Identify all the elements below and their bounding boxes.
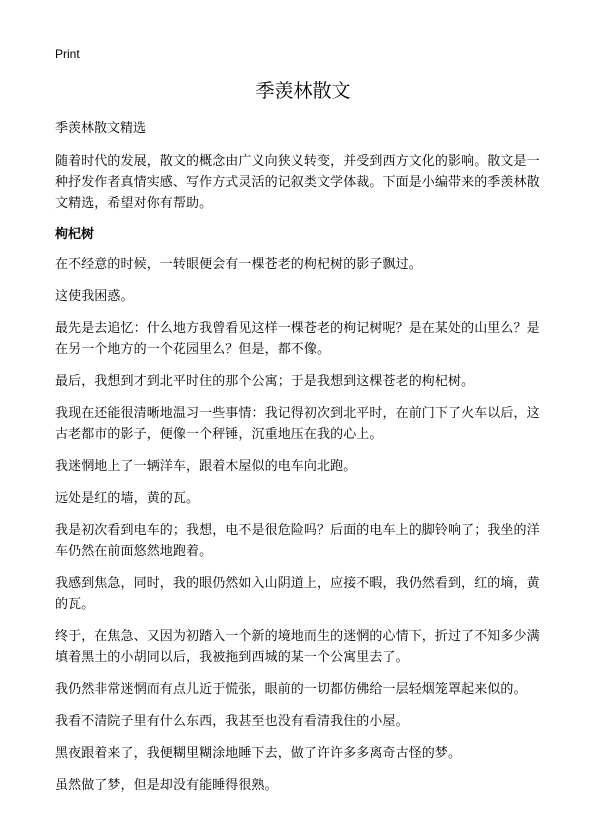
paragraph-1: 在不经意的时候，一转眼便会有一棵苍老的枸杞树的影子飘过。 xyxy=(55,257,422,272)
paragraph-7: 远处是红的墙，黄的瓦。 xyxy=(55,491,200,506)
paragraph-10: 终于，在焦急、又因为初踏入一个新的境地而生的迷惘的心情下，折过了不知多少满填着黑土的小胡同以后，我被拖到西城的某一个公寓里去了。 xyxy=(55,629,540,665)
section-heading: 枸杞树 xyxy=(55,227,95,242)
article-subtitle: 季羡林散文精选 xyxy=(55,121,147,136)
paragraph-13: 黑夜跟着来了，我便糊里糊涂地睡下去，做了许许多多离奇古怪的梦。 xyxy=(55,746,462,761)
paragraph-2: 这使我困惑。 xyxy=(55,289,134,304)
paragraph-3: 最先是去追忆：什么地方我曾看见这样一棵苍老的枸记树呢？是在某处的山里么？是在另一个地方的一个花园里么？但是，都不像。 xyxy=(55,321,540,357)
article-title: 季羡林散文 xyxy=(255,80,351,102)
article-body xyxy=(55,151,551,807)
intro-paragraph: 随着时代的发展，散文的概念由广义向狭义转变，并受到西方文化的影响。散文是一种抒发作者真情实感、写作方式灵活的记叙类文学体裁。下面是小编带来的季羡林散文精选，希望对你有帮助。 xyxy=(55,154,540,211)
paragraph-9: 我感到焦急，同时，我的眼仍然如入山阴道上，应接不暇，我仍然看到，红的墒，黄的瓦。 xyxy=(55,576,540,612)
paragraph-14: 虽然做了梦，但是却没有能睡得很熟。 xyxy=(55,778,278,793)
paragraph-5: 我现在还能很清晰地温习一些事情：我记得初次到北平时，在前门下了火车以后，这古老都市的影子，便像一个秤锤，沉重地压在我的心上。 xyxy=(55,406,540,442)
paragraph-4: 最后，我想到才到北平时住的那个公寓；于是我想到这棵苍老的枸杞树。 xyxy=(55,374,475,389)
paragraph-8: 我是初次看到电车的；我想，电不是很危险吗？后面的电车上的脚铃响了；我坐的洋车仍然在前面悠然地跑着。 xyxy=(55,523,540,559)
print-link[interactable]: Print xyxy=(55,47,80,61)
paragraph-12: 我看不清院子里有什么东西，我甚至也没有看清我住的小屋。 xyxy=(55,714,409,729)
paragraph-11: 我仍然非常迷惘而有点儿近于慌张，眼前的一切都仿佛给一层轻烟笼罩起来似的。 xyxy=(55,682,527,697)
paragraph-6: 我迷惘地上了一辆洋车，跟着木屋似的电车向北跑。 xyxy=(55,459,357,474)
